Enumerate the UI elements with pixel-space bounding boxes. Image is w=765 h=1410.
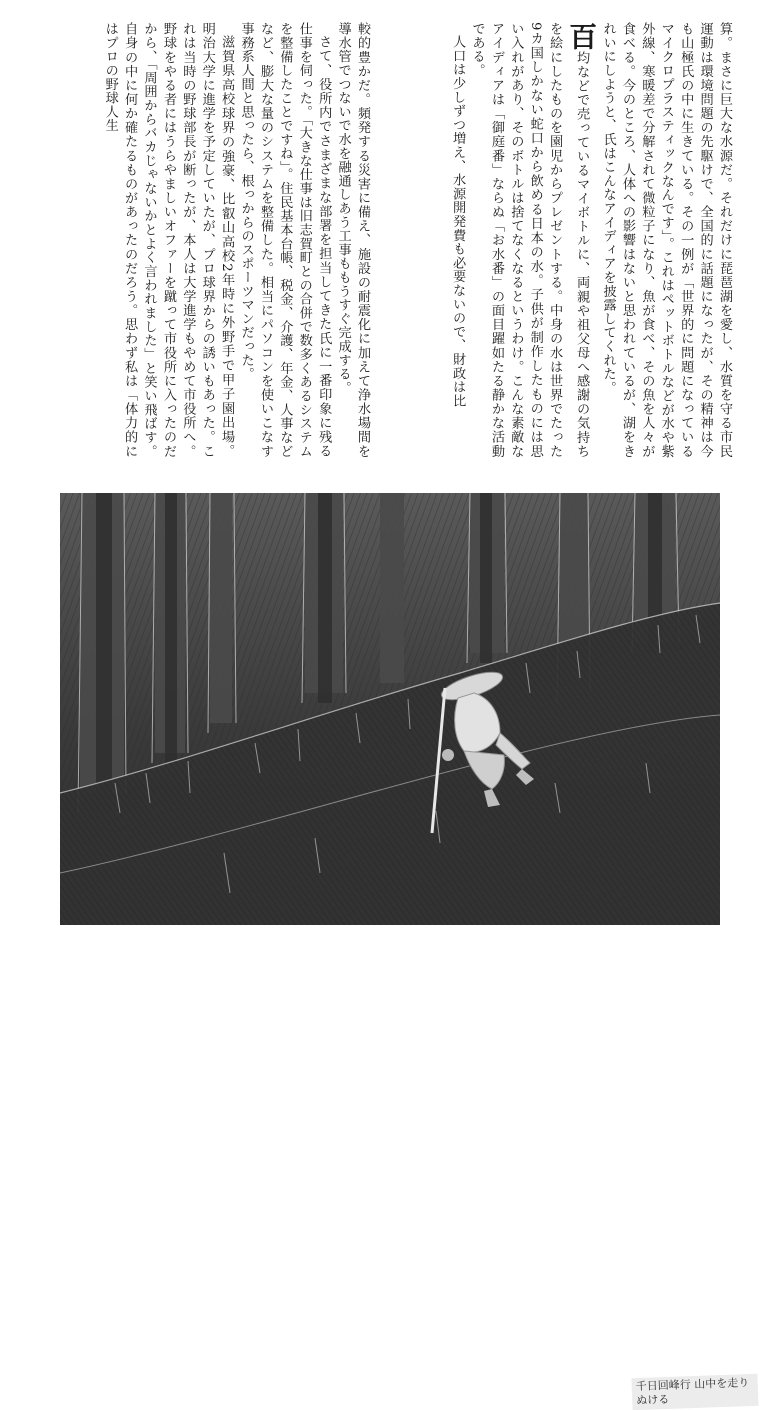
illustration-caption: 千日回峰行 山中を走りぬける <box>631 1374 758 1410</box>
paragraph-body: 均などで売っているマイボトルに、両親や祖父母へ感謝の気持ちを絵にしたものを園児からプレゼントする。中身の水は世界でたった9カ国しかない蛇口から飲める日本の水。子供が制作したものには思い入れがあり、そのボトルは捨てなくなるというわけ。こんな素敵なアイディアは「御庭番」ならぬ「お水番」の面目躍如たる静かな活動である。 <box>469 22 590 458</box>
paragraph: 較的豊かだ。頻発する災害に備え、施設の耐震化に加えて浄水場間を導水管でつないで水を融通しあう工事ももうすぐ完成する。 <box>335 22 370 458</box>
paragraph: 滋賀県高校球界の強豪、比叡山高校2年時に外野手で甲子園出場。明治大学に進学を予定していたが、プロ球界からの誘いもあった。これは当時の野球部長が断ったが、本人は大学進学もやめて市役所へ。野球をやる者にはうらやましいオファーを蹴って市役所に入ったのだから、「周囲からバカじゃないかとよく言われました」と笑い飛ばす。自身の中に何か確たるものがあったのだろう。思わず私は「体力的にはプロの野球人生 <box>102 22 235 458</box>
article-text-left <box>40 22 372 458</box>
article-text-right <box>402 22 734 458</box>
forest-monk-illustration-icon <box>60 493 720 925</box>
paragraph: さて、役所内でさまざまな部署を担当してきた氏に一番印象に残る仕事を伺った。「大きな仕事は旧志賀町との合併で数多くあるシステムを整備したことですね」。住民基本台帳、税金、介護、年金、人事などなど、膨大な量のシステムを整備した。相当にパソコンを使いこなす事務系人間と思ったら、根っからのスポーツマンだった。 <box>238 22 332 458</box>
paragraph: 人口は少しずつ増え、水源開発費も必要ないので、財政は比 <box>450 35 466 408</box>
paragraph-with-dropcap <box>467 22 598 458</box>
forest-monk-illustration <box>60 493 750 1408</box>
dropcap: 百 <box>565 22 599 51</box>
paragraph: 算。まさに巨大な水源だ。それだけに琵琶湖を愛し、水質を守る市民運動は環境問題の先駆けで、全国的に話題になったが、その精神は今も山極氏の中に生きている。その一例が「世界的に問題になっているマイクロプラスティックなんです」。これはペットボトルなどが水や紫外線、寒暖差で分解されて微粒子になり、魚が食べ、その魚を人々が食べる。今のところ、人体への影響はないと思われているが、湖をきれいにしようと、氏はこんなアイディアを披露してくれた。 <box>600 22 732 458</box>
